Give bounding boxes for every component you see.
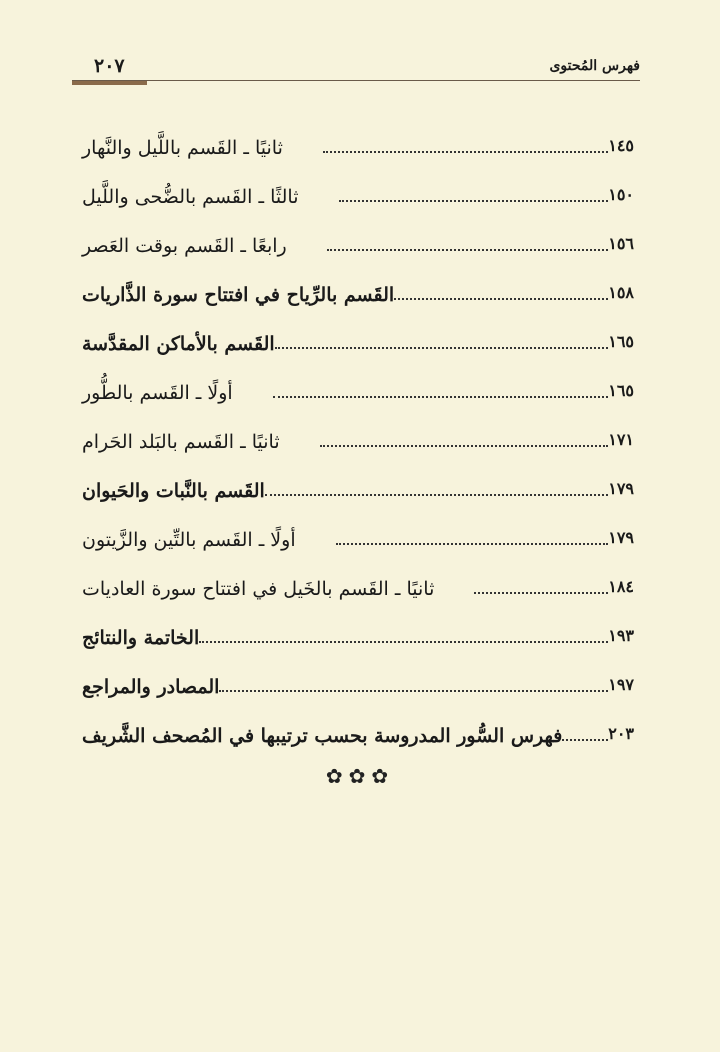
toc-entry-page: ١٩٧ [608, 675, 634, 694]
toc-entry-page: ١٧٩ [608, 479, 634, 498]
toc-leader-dots [320, 445, 609, 447]
ornament-stars: ✿✿✿ [325, 764, 395, 788]
toc-leader-dots [339, 200, 609, 202]
toc-entry-title: القَسم بالنَّبات والحَيوان [82, 480, 265, 502]
toc-leader-dots [394, 298, 608, 300]
header-page-number: ٢٠٧ [72, 55, 147, 85]
toc-entry-page: ١٨٤ [608, 577, 634, 596]
toc-leader-dots [199, 641, 608, 643]
header-title: فهرس المُحتوى [549, 58, 640, 74]
toc-entry-page: ١٧٩ [608, 528, 634, 547]
toc-entry-page: ١٤٥ [608, 136, 634, 155]
table-of-contents [76, 110, 636, 747]
toc-entry [76, 649, 636, 698]
toc-entry-page: ١٧١ [608, 430, 634, 449]
toc-entry-title: الخاتمة والنتائج [82, 627, 200, 649]
running-header [72, 50, 640, 80]
toc-entry [76, 453, 636, 502]
toc-entry-page: ١٥٦ [608, 234, 634, 253]
toc-entry-page: ١٦٥ [608, 332, 634, 351]
toc-entry-page: ١٥٨ [608, 283, 634, 302]
toc-entry-title: أولًا ـ القَسم بالتِّين والزَّيتون [82, 529, 296, 551]
toc-entry [76, 159, 636, 208]
toc-leader-dots [265, 494, 608, 496]
toc-entry [76, 698, 636, 747]
toc-entry-page: ١٥٠ [608, 185, 634, 204]
toc-entry [76, 404, 636, 453]
toc-leader-dots [562, 739, 608, 741]
toc-entry-title: ثانيًا ـ القَسم بالخَيل في افتتاح سورة العاديات [82, 578, 435, 600]
toc-leader-dots [327, 249, 608, 251]
toc-entry-page: ١٦٥ [608, 381, 634, 400]
toc-entry [76, 257, 636, 306]
toc-entry [76, 600, 636, 649]
toc-entry-title: ثالثًا ـ القَسم بالضُّحى واللَّيل [82, 186, 299, 208]
toc-entry-title: ثانيًا ـ القَسم باللَّيل والنَّهار [82, 137, 283, 159]
toc-leader-dots [219, 690, 608, 692]
toc-entry [76, 502, 636, 551]
toc-leader-dots [275, 347, 609, 349]
toc-leader-dots [323, 151, 608, 153]
toc-entry [76, 306, 636, 355]
toc-entry-page: ١٩٣ [608, 626, 634, 645]
toc-entry [76, 355, 636, 404]
toc-entry-title: رابعًا ـ القَسم بوقت العَصر [82, 235, 287, 257]
toc-entry-title: ثانيًا ـ القَسم بالبَلد الحَرام [82, 431, 280, 453]
toc-entry-title: القَسم بالرِّياح في افتتاح سورة الذَّاريات [82, 284, 395, 306]
toc-entry [76, 551, 636, 600]
toc-leader-dots [273, 396, 609, 398]
toc-leader-dots [336, 543, 609, 545]
toc-entry-page: ٢٠٣ [608, 724, 634, 743]
toc-entry [76, 110, 636, 159]
toc-entry-title: فهرس السُّور المدروسة بحسب ترتيبها في المُصحف الشَّريف [82, 725, 563, 747]
header-rule [72, 80, 640, 81]
toc-entry-title: المصادر والمراجع [82, 676, 220, 698]
toc-leader-dots [474, 592, 608, 594]
toc-entry-title: القَسم بالأماكن المقدَّسة [82, 333, 275, 355]
toc-entry-title: أولًا ـ القَسم بالطُّور [82, 382, 233, 404]
toc-entry [76, 208, 636, 257]
